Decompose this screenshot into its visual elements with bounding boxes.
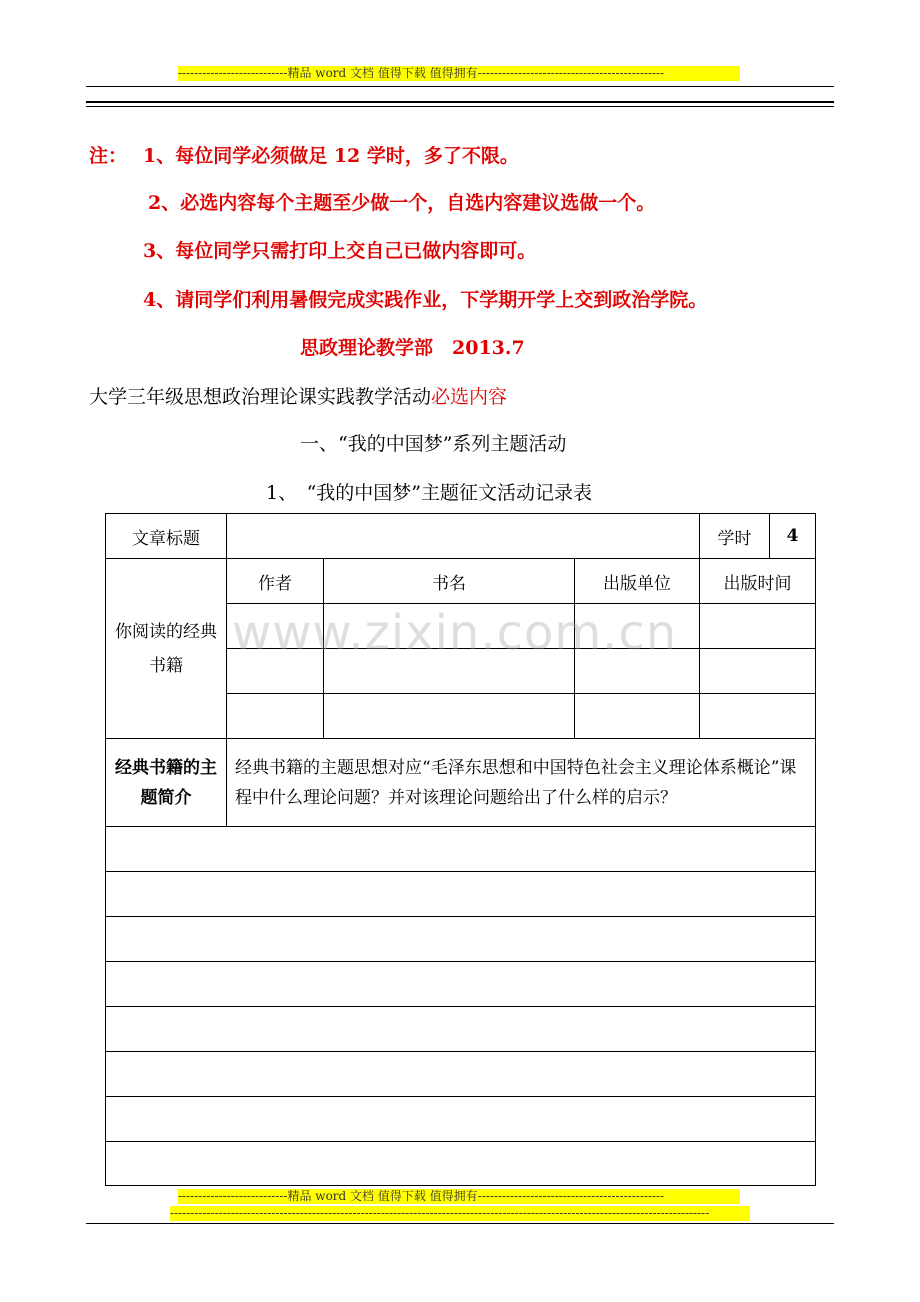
blank-line-row <box>106 1052 816 1097</box>
table-row-book-header <box>106 559 816 604</box>
book-title-cell[interactable] <box>324 694 575 739</box>
note-item-4: 4、请同学们利用暑假完成实践作业，下学期开学上交到政治学院。 <box>143 289 708 311</box>
book-title-cell[interactable] <box>324 604 575 649</box>
column-header-title: 书名 <box>324 559 575 604</box>
book-author-cell[interactable] <box>227 694 324 739</box>
blank-line-field[interactable] <box>106 1142 816 1186</box>
table-row-article-title <box>106 514 816 559</box>
header-rule-thin-2 <box>86 106 834 107</box>
blank-line-row <box>106 827 816 872</box>
book-publisher-cell[interactable] <box>575 694 700 739</box>
note-signature: 思政理论教学部 2013.7 <box>300 337 525 359</box>
article-title-label: 文章标题 <box>106 514 227 559</box>
summary-label: 经典书籍的主题简介 <box>106 739 227 827</box>
hours-value: 4 <box>770 514 816 559</box>
doc-title-main: 大学三年级思想政治理论课实践教学活动 <box>89 386 432 408</box>
book-author-cell[interactable] <box>227 604 324 649</box>
book-date-cell[interactable] <box>700 694 816 739</box>
blank-line-row <box>106 962 816 1007</box>
footer-banner: ---------------------------精品 word 文档 值得下载 值得拥有---------------------------------------------- <box>178 1189 740 1204</box>
doc-title <box>89 382 507 409</box>
section-heading: 一、“我的中国梦”系列主题活动 <box>300 433 567 455</box>
note-prefix: 注： <box>89 145 128 167</box>
blank-line-row <box>106 917 816 962</box>
book-date-cell[interactable] <box>700 649 816 694</box>
books-label: 你阅读的经典书籍 <box>106 559 227 739</box>
book-date-cell[interactable] <box>700 604 816 649</box>
blank-line-row <box>106 872 816 917</box>
summary-prompt: 经典书籍的主题思想对应“毛泽东思想和中国特色社会主义理论体系概论”课程中什么理论问题？并对该理论问题给出了什么样的启示？ <box>227 739 816 827</box>
column-header-publisher: 出版单位 <box>575 559 700 604</box>
blank-line-row <box>106 1007 816 1052</box>
note-item-2: 2、必选内容每个主题至少做一个，自选内容建议选做一个。 <box>148 192 656 214</box>
column-header-author: 作者 <box>227 559 324 604</box>
record-table <box>105 513 816 1186</box>
blank-line-field[interactable] <box>106 1052 816 1097</box>
blank-line-field[interactable] <box>106 1007 816 1052</box>
subsection-heading: 1、 “我的中国梦”主题征文活动记录表 <box>266 482 593 504</box>
doc-title-required: 必选内容 <box>431 386 508 408</box>
blank-line-field[interactable] <box>106 962 816 1007</box>
note-item-1: 1、每位同学必须做足 12 学时，多了不限。 <box>143 145 519 167</box>
book-publisher-cell[interactable] <box>575 649 700 694</box>
table-row-summary <box>106 739 816 827</box>
blank-line-field[interactable] <box>106 1097 816 1142</box>
hours-label: 学时 <box>700 514 770 559</box>
book-title-cell[interactable] <box>324 649 575 694</box>
blank-line-field[interactable] <box>106 872 816 917</box>
blank-line-field[interactable] <box>106 917 816 962</box>
footer-rule <box>86 1223 834 1224</box>
note-item-3: 3、每位同学只需打印上交自己已做内容即可。 <box>143 240 537 262</box>
column-header-date: 出版时间 <box>700 559 816 604</box>
header-rule-thick <box>86 101 834 103</box>
header-banner: ---------------------------精品 word 文档 值得下载 值得拥有---------------------------------------------- <box>178 66 740 81</box>
blank-line-row <box>106 1097 816 1142</box>
book-publisher-cell[interactable] <box>575 604 700 649</box>
blank-line-row <box>106 1142 816 1186</box>
header-rule-thin <box>86 86 834 87</box>
book-author-cell[interactable] <box>227 649 324 694</box>
article-title-field[interactable] <box>227 514 700 559</box>
footer-banner-dashes: ------------------------------------------------------------------------------------------------------------------------------------- <box>170 1206 750 1221</box>
blank-line-field[interactable] <box>106 827 816 872</box>
watermark: www.zixin.com.cn <box>232 605 678 661</box>
